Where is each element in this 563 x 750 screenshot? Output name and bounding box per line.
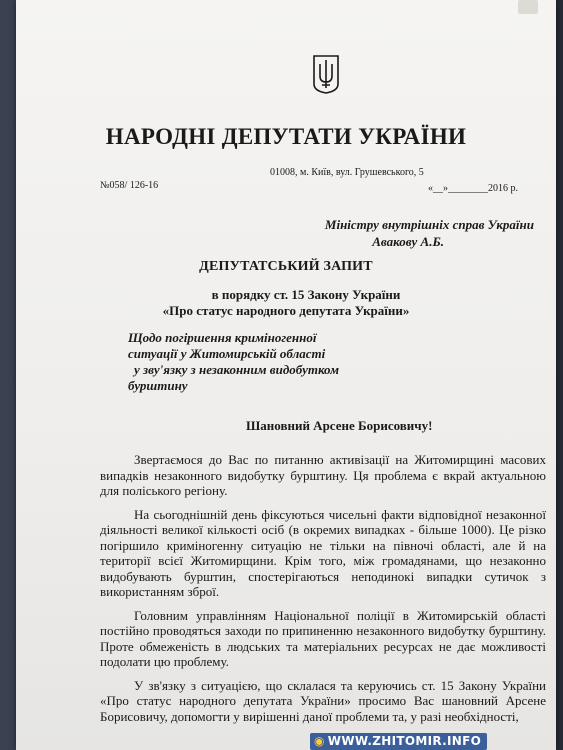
salutation: Шановний Арсене Борисовичу!: [246, 418, 433, 433]
letterhead-title: НАРОДНІ ДЕПУТАТИ УКРАЇНИ: [105, 124, 467, 149]
subject-line: ситуації у Житомирській області: [128, 346, 326, 361]
recipient-name: Авакову А.Б.: [372, 234, 444, 249]
legal-basis-line: в порядку ст. 15 Закону України: [211, 287, 401, 302]
subject-line: Щодо погіршення криміногенної: [128, 330, 317, 345]
legal-basis: [16, 287, 556, 319]
subject-line: бурштину: [128, 378, 188, 393]
document-date: «__»________2016 р.: [428, 183, 518, 194]
subject-line: у зву'язку з незаконним видобутком: [134, 362, 339, 377]
body-paragraph: Звертаємося до Вас по питанню активізації на Житомирщині масових випадків незаконного видобутку бурштину. Ця проблема є вкрай актуальною для поліського регіону.: [100, 452, 546, 498]
watermark-text: WWW.ZHITOMIR.INFO: [327, 734, 482, 748]
body-paragraph: Головним управлінням Національної поліції в Житомирській області постійно проводяться заходи по припиненню незаконного видобутку бурштину. Проте обмеженість в людських та матеріальних ресурсах не дає можливості подолати цю проблему.: [100, 607, 546, 669]
document-page: [16, 0, 556, 750]
tryzub-icon: [312, 54, 340, 94]
tape-strip: [518, 0, 538, 14]
reference-number: №058/ 126-16: [100, 180, 159, 191]
site-watermark: [310, 733, 487, 750]
body-paragraph: На сьогоднішній день фіксуються чисельні факти відповідної незаконної діяльності великої кількості осіб (в окремих випадках - більше 1000). Це різко погіршило криміногенну ситуацію не тільки на півночі області, але й на території всієї Житомирщини. Крім того, між громадянами, що незаконно видобувають бурштин, спостерігаються неподинокі випадки сутичок з використанням зброї.: [100, 506, 546, 599]
recipient-block: [325, 216, 534, 250]
recipient-title: Міністру внутрішніх справ України: [324, 217, 534, 232]
letter-body: [100, 452, 546, 732]
subject-block: [128, 330, 339, 394]
legal-basis-line: «Про статус народного депутата України»: [162, 303, 410, 318]
document-type-heading: ДЕПУТАТСЬКИЙ ЗАПИТ: [199, 259, 373, 274]
body-paragraph: У зв'язку з ситуацією, що склалася та керуючись ст. 15 Закону України «Про статус народного депутата України» просимо Вас шановний Арсене Борисовичу, допомогти у вирішенні даної проблеми та, у разі необхідності,: [100, 677, 546, 724]
letterhead-address: 01008, м. Київ, вул. Грушевського, 5: [270, 167, 424, 178]
eye-icon: ◉: [314, 734, 325, 748]
